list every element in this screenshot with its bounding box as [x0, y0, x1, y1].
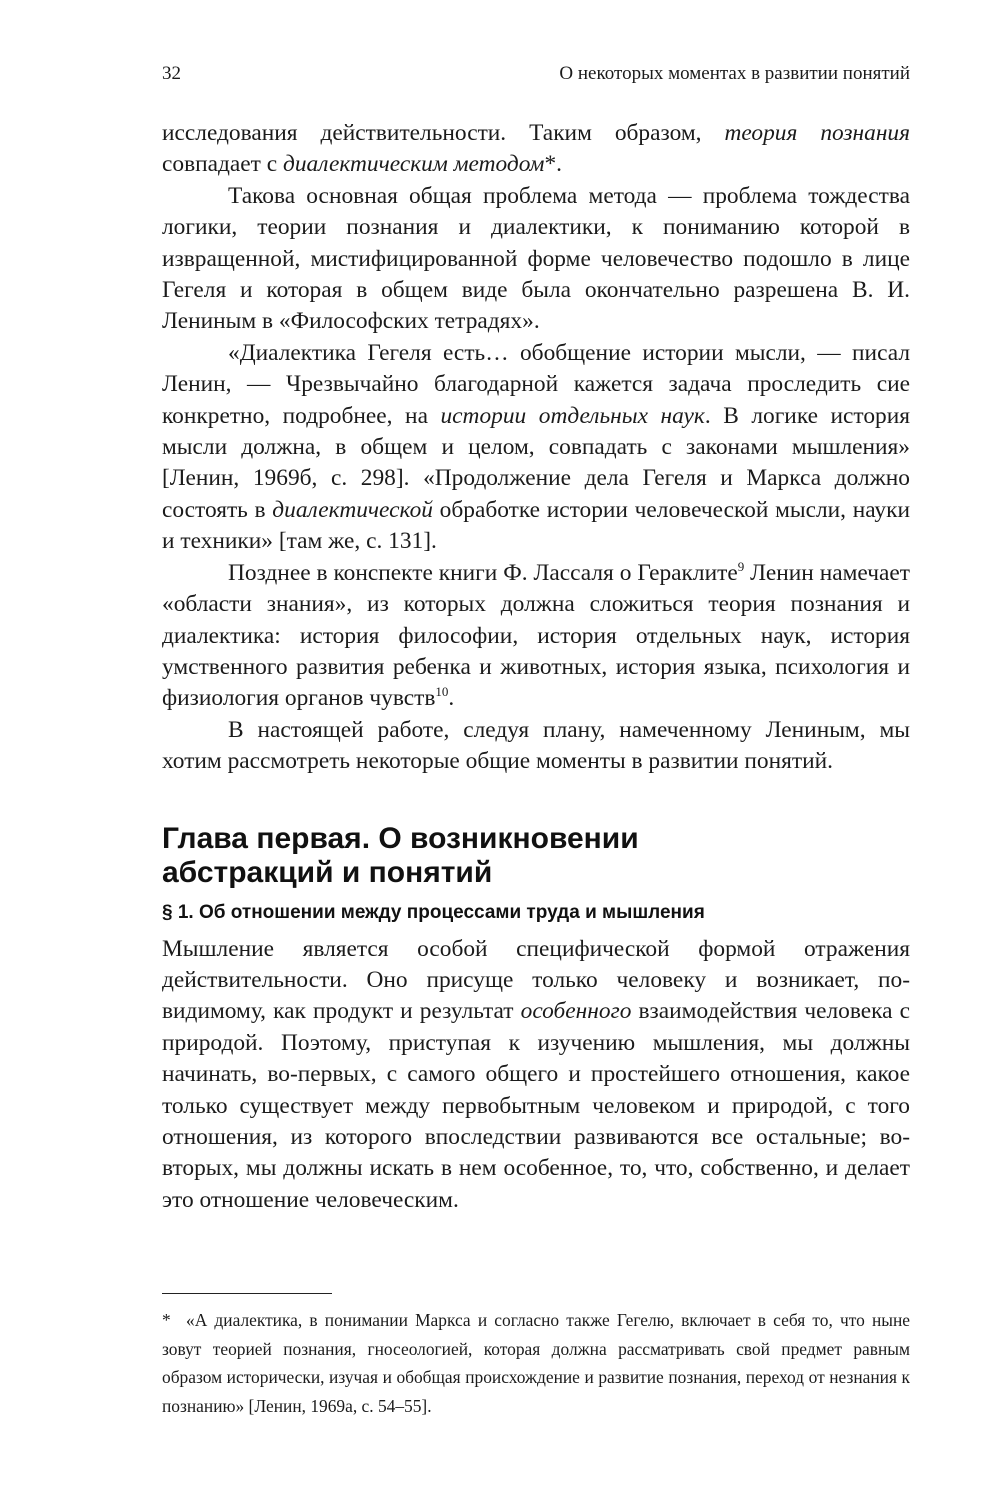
running-header: [162, 62, 910, 86]
main-text: [162, 118, 910, 1216]
footnote-divider: [162, 1293, 332, 1294]
running-title: О некоторых моментах в развитии понятий: [559, 63, 910, 84]
paragraph-2: Такова основная общая проблема метода — проблема тождества логики, теории познания и диалектики, к пониманию которой в извращенной, мистифицированной форме человечество подошло в лице Гегеля и которая в общем виде была окончательно разрешена В. И. Лениным в «Философских тетрадях».: [162, 182, 910, 335]
endnote-ref: 9: [737, 558, 745, 574]
page-number: 32: [162, 63, 181, 84]
text-run: Ленин намечает «области знания», из которых должна сложиться теория познания и диалектика: история философии, история отдельных наук, история умственного развития ребенка и животных, история языка, психология и физиология органов чувств: [162, 559, 910, 712]
footnote-ref: *.: [544, 151, 563, 178]
text-run: Позднее в конспекте книги Ф. Лассаля о Гераклите: [228, 559, 738, 586]
paragraph-3: [162, 338, 910, 558]
paragraph-6: [162, 934, 910, 1217]
text-run: обработке истории человеческой мысли, науки и техники» [там же, с. 131].: [162, 496, 910, 555]
italic-run: особенного: [520, 998, 632, 1025]
italic-run: истории отдельных наук: [440, 402, 705, 429]
text-run: Мышление является особой специфической формой отражения действительности. Оно присуще только человеку и возникает, по-видимому, как продукт и результат: [162, 935, 910, 1025]
text-run: .: [448, 685, 455, 712]
chapter-title: [162, 822, 910, 890]
section-title: § 1. Об отношении между процессами труда и мышления: [162, 901, 705, 923]
chapter-title-line: Глава первая. О возникновении: [162, 821, 639, 855]
footnote-mark: *: [162, 1310, 171, 1330]
chapter-title-line: абстракций и понятий: [162, 855, 493, 889]
text-run: исследования действительности. Таким образом,: [162, 120, 725, 146]
text-run: совпадает с: [162, 151, 283, 178]
footnote-text: «А диалектика, в понимании Маркса и согласно также Гегелю, включает в себя то, что ныне зовут теорией познания, гносеологией, которая должна рассматривать свой предмет равным образом исторически, изучая и обобщая происхождение и развитие познания, переход от незнания к познанию» [Ленин, 1969а, с. 54–55].: [162, 1310, 910, 1416]
endnote-ref: 10: [435, 684, 449, 700]
italic-run: диалектическим методом: [283, 151, 545, 178]
italic-run: теория познания: [724, 120, 911, 146]
text-run: взаимодействия человека с природой. Поэтому, приступая к изучению мышления, мы должны начинать, во-первых, с самого общего и простейшего отношения, какое только существует между первобытным человеком и природой, с того отношения, из которого впоследствии развиваются все остальные; во-вторых, мы должны искать в нем особенное, то, что, собственно, и делает это отношение человеческим.: [162, 998, 911, 1213]
footnote: [162, 1306, 910, 1420]
paragraph-1: [162, 118, 910, 181]
italic-run: диалектической: [272, 496, 433, 523]
text-run: . В логике история мысли должна, в общем и целом, совпадать с законами мышления» [Ленин, 1969б, с. 298]. «Продолжение дела Гегеля и Маркса должно состоять в: [162, 402, 910, 523]
paragraph-5: В настоящей работе, следуя плану, намеченному Лениным, мы хотим рассмотреть некоторые общие моменты в развитии понятий.: [162, 716, 910, 775]
text-run: «Диалектика Гегеля есть… обобщение истории мысли, — писал Ленин, — Чрезвычайно благодарной кажется задача проследить сие конкретно, подробнее, на: [162, 339, 910, 429]
paragraph-4: [162, 558, 910, 715]
